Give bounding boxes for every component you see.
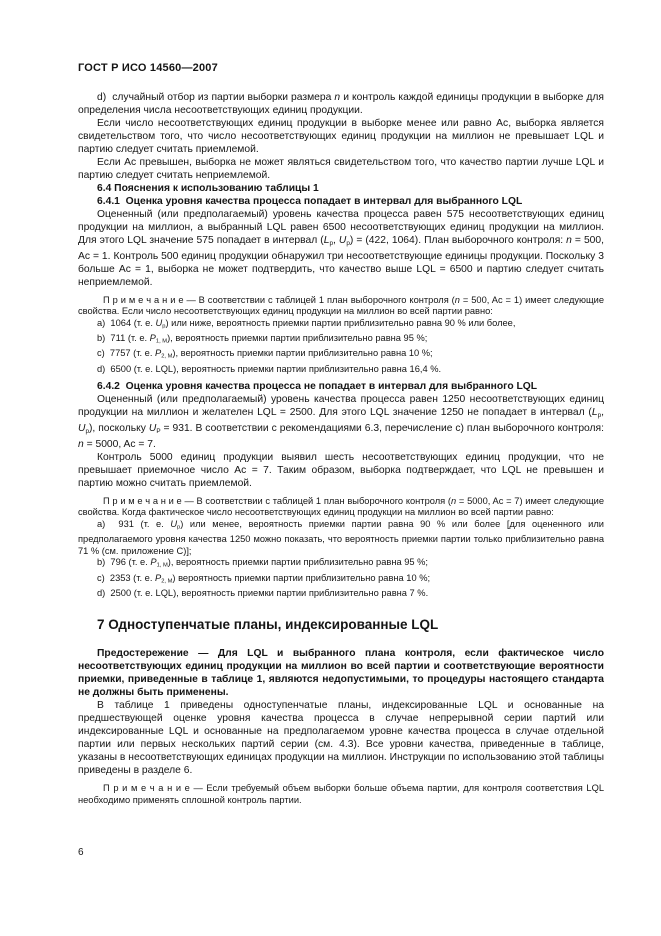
note-1 [78, 295, 604, 375]
paragraph-6-4-1: Оцененный (или предполагаемый) уровень качества процесса равен 575 несоответствующих единиц продукции на миллион, а выбранный LQL равен 6500 несоответствующих единиц продукции на миллион. Для этого LQL значение 575 попадает в интервал (Lp, Up) = (422, 1064). План выборочного контроля: n = 500, Ac = 1. Контроль 500 единиц продукции обнаружил три несоответствующие единицы продукции. Поскольку 3 больше Ac = 1, выборка не может подтвердить, что качество выше LQL = 6500 и партию следует считать неприемлемой. [78, 209, 604, 288]
heading-6-4-1: 6.4.1 Оценка уровня качества процесса попадает в интервал для выбранного LQL [97, 196, 523, 207]
paragraph-warning: Предостережение — Для LQL и выбранного плана контроля, если фактическое число несоответствующих единиц продукции на миллион во всей партии и соответствующие вероятности приемки, приведенные в таблице 1, являются недопустимыми, то процедуры настоящего стандарта не должны быть применены. [78, 648, 604, 699]
note-2-item-c: c) 2353 (т. е. P2, M) вероятность приемки партии приблизительно равна 10 %; [97, 572, 431, 585]
note-1-item-d: d) 6500 (т. е. LQL), вероятность приемки партии приблизительно равна 16,4 %. [97, 363, 442, 374]
note-2-item-a: a) 931 (т. е. Up) или менее, вероятность приемки партии равна 90 % или более [для оцененного или предполагаемого уровня качества 1250 можно показать, что вероятность приемки партии только приблизительно равна 71 % (см. приложение C)]; [78, 518, 604, 556]
note-2-item-b: b) 796 (т. е. P1, M), вероятность приемки партии приблизительно равна 95 %; [97, 557, 428, 569]
text-column [78, 62, 604, 812]
heading-section-7: 7 Одноступенчатые планы, индексированные LQL [97, 617, 439, 633]
paragraph-6-4-2-second: Контроль 5000 единиц продукции выявил шесть несоответствующих единиц продукции, что не превышает приемочное число Ac = 7. Таким образом, выборка подтверждает, что LQL не превышен и партию можно считать приемлемой. [78, 451, 604, 489]
heading-6-4-2: 6.4.2 Оценка уровня качества процесса не попадает в интервал для выбранного LQL [97, 381, 538, 393]
note-2-item-d: d) 2500 (т. е. LQL), вероятность приемки партии приблизительно равна 7 %. [97, 587, 429, 598]
page-number: 6 [78, 847, 84, 858]
running-header: ГОСТ Р ИСО 14560—2007 [78, 62, 218, 74]
note-1-item-b: b) 711 (т. е. P1, M), вероятность приемки партии приблизительно равна 95 %; [97, 333, 428, 345]
paragraph-rejection: Если Ac превышен, выборка не может являться свидетельством того, что качество партии лучше LQL и партию следует считать неприемлемой. [78, 157, 604, 181]
paragraph-acceptance: Если число несоответствующих единиц продукции в выборке менее или равно Ac, выборка является свидетельством того, что число несоответствующих единиц продукции на миллион не превышает LQL и партию следует считать приемлемой. [78, 118, 604, 155]
note-1-item-c: c) 7757 (т. е. P2, M), вероятность приемки партии приблизительно равна 10 %; [97, 348, 433, 360]
note-3 [78, 783, 604, 806]
note-2-intro: П р и м е ч а н и е — В соответствии с таблицей 1 план выборочного контроля (n = 5000, Ac = 7) имеет следующие свойства. Когда фактическое число несоответствующих единиц продукции на миллион во всей партии равно: [78, 495, 605, 518]
note-1-intro: П р и м е ч а н и е — В соответствии с таблицей 1 план выборочного контроля (n = 500, Ac = 1) имеет следующие свойства. Если число несоответствующих единиц продукции на миллион во всей партии равно: [78, 294, 605, 317]
heading-6-4: 6.4 Пояснения к использованию таблицы 1 [97, 183, 319, 194]
note-1-item-a: a) 1064 (т. е. Up) или ниже, вероятность приемки партии приблизительно равна 90 % или более, [97, 317, 516, 330]
note-3-text: П р и м е ч а н и е — Если требуемый объем выборки больше объема партии, для контроля соответствия LQL необходимо применять сплошной контроль партии. [78, 783, 604, 805]
paragraph-d-sampling: d) случайный отбор из партии выборки размера n и контроль каждой единицы продукции в выборке для определения числа несоответствующих единиц продукции. [78, 92, 604, 116]
paragraph-6-4-2-first: Оцененный (или предполагаемый) уровень качества процесса равен 1250 несоответствующих единиц продукции на миллион и желателен LQL = 2500. Для этого LQL значение 1250 не попадает в интервал (Lp, Up), поскольку UP = 931. В соответствии с рекомендациями 6.3, перечисление c) план выборочного контроля: n = 5000, Ac = 7. [78, 394, 604, 450]
paragraph-table-1-overview: В таблице 1 приведены одноступенчатые планы, индексированные LQL и основанные на предшествующей оценке уровня качества процесса в случае непрерывной серии партий или индексированные LQL и основанные на предполагаемом уровне качества процесса в случае отдельной партии или первых нескольких партий серии (см. 4.3). Все уровни качества, приведенные в таблице, указаны в несоответствующих единицах продукции на миллион. Инструкции по использованию этой таблицы приведены в разделе 6. [78, 700, 604, 777]
note-2 [78, 496, 604, 600]
